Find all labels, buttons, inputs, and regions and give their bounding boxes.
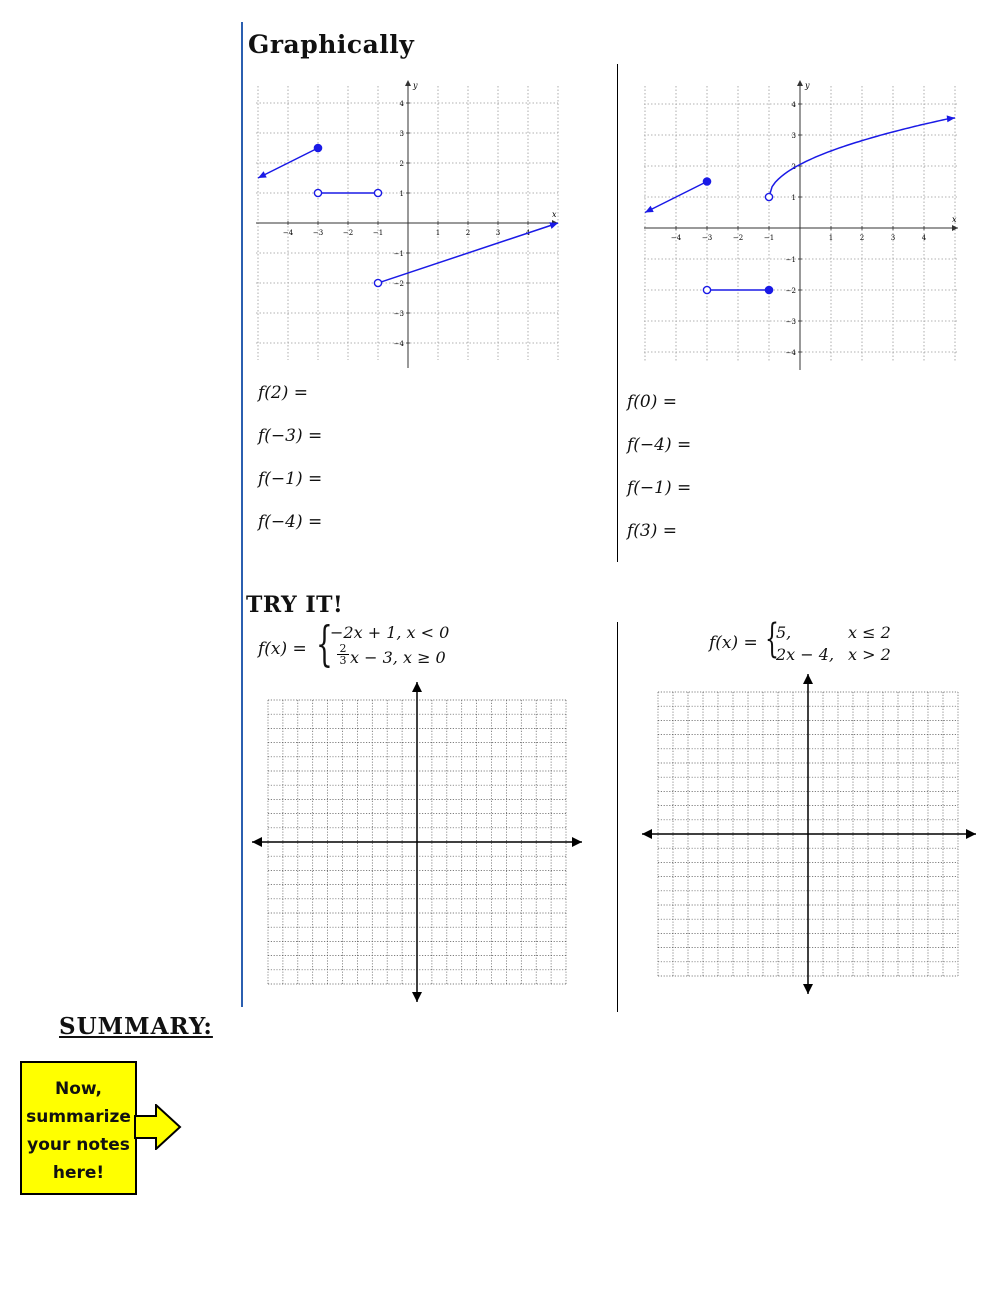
- y-tick-label: 3: [791, 132, 796, 140]
- closed-point: [703, 178, 710, 185]
- x-tick-label: 1: [828, 234, 834, 242]
- question-1-2: f(−3) =: [258, 426, 323, 446]
- left-function-case-1: −2x + 1, x < 0: [330, 623, 450, 642]
- y-tick-label: 2: [399, 160, 404, 168]
- y-tick-label: −2: [785, 287, 796, 295]
- right-function-case-2-expr: 2x − 4,: [776, 645, 835, 664]
- column-divider-top: [617, 64, 618, 562]
- x-tick-label: −3: [312, 229, 324, 237]
- note-line-1: Now,: [55, 1079, 102, 1099]
- curve-arrowhead: [549, 222, 558, 229]
- y-tick-label: 3: [399, 130, 404, 138]
- note-line-2: summarize: [26, 1107, 131, 1127]
- left-function-case-2: x − 3, x ≥ 0: [350, 648, 446, 667]
- graph-2-axes: [644, 80, 958, 370]
- x-tick-label: 3: [495, 229, 501, 237]
- y-tick-label: −3: [785, 318, 796, 326]
- y-tick-label: −4: [393, 340, 404, 348]
- graph-2: [640, 80, 970, 375]
- question-2-1: f(0) =: [627, 392, 678, 412]
- open-point: [374, 189, 381, 196]
- fraction-denominator: 3: [339, 654, 347, 667]
- y-tick-label: −4: [785, 349, 796, 357]
- column-divider-bottom: [617, 622, 618, 1012]
- y-axis-label: y: [413, 81, 418, 90]
- open-point: [314, 189, 321, 196]
- try-it-title: TRY IT!: [246, 592, 344, 618]
- x-tick-label: −4: [282, 229, 294, 237]
- x-tick-label: −1: [763, 234, 775, 242]
- closed-point: [765, 286, 772, 293]
- y-tick-label: 1: [399, 190, 404, 198]
- right-function-lhs: f(x) =: [709, 633, 758, 653]
- right-function-case-1-cond: x ≤ 2: [848, 623, 891, 642]
- graph-1: [250, 80, 570, 370]
- y-axis-arrow-up: [803, 674, 813, 684]
- question-2-2: f(−4) =: [627, 435, 692, 455]
- x-axis-label: x: [552, 210, 557, 219]
- graph-1-axes: [256, 80, 558, 368]
- question-1-3: f(−1) =: [258, 469, 323, 489]
- right-function-brace: {: [765, 616, 779, 662]
- x-tick-label: −2: [732, 234, 744, 242]
- arrow-right-icon: [134, 1104, 184, 1150]
- x-tick-label: 2: [465, 229, 471, 237]
- blank-grid-left-lines: [252, 682, 582, 1002]
- fraction-numerator: 2: [337, 643, 349, 655]
- question-1-4: f(−4) =: [258, 512, 323, 532]
- left-function-brace: {: [316, 616, 333, 672]
- y-tick-label: −1: [393, 250, 404, 258]
- question-2-4: f(3) =: [627, 521, 678, 541]
- y-axis-arrow: [797, 80, 803, 86]
- x-axis-arrow-right: [572, 837, 582, 847]
- open-point: [765, 193, 772, 200]
- x-tick-label: −1: [372, 229, 384, 237]
- y-tick-label: −3: [393, 310, 404, 318]
- x-tick-label: −4: [670, 234, 682, 242]
- x-tick-label: −3: [701, 234, 713, 242]
- question-2-3: f(−1) =: [627, 478, 692, 498]
- x-axis-arrow-left: [642, 829, 652, 839]
- y-tick-label: 1: [791, 194, 796, 202]
- x-tick-label: −2: [342, 229, 354, 237]
- graph-2-tick-labels: [671, 81, 957, 357]
- note-line-3: your notes: [27, 1135, 130, 1155]
- margin-line: [241, 22, 243, 1007]
- y-axis-arrow-up: [412, 682, 422, 692]
- right-function-case-1-expr: 5,: [776, 623, 792, 642]
- question-1-1: f(2) =: [258, 383, 309, 403]
- open-point: [703, 286, 710, 293]
- summary-note-box: [20, 1061, 137, 1195]
- x-tick-label: 2: [859, 234, 865, 242]
- x-axis-label: x: [952, 215, 957, 224]
- blank-grid-left: [250, 680, 586, 1004]
- y-tick-label: 4: [791, 101, 796, 109]
- y-tick-label: 4: [399, 100, 404, 108]
- y-axis-arrow-down: [803, 984, 813, 994]
- x-axis-arrow-right: [966, 829, 976, 839]
- y-tick-label: −1: [785, 256, 796, 264]
- y-tick-label: 2: [791, 163, 796, 171]
- right-function-case-2-cond: x > 2: [848, 645, 891, 664]
- section-title: Graphically: [248, 30, 415, 59]
- x-axis-arrow-left: [252, 837, 262, 847]
- graph-1-tick-labels: [283, 81, 557, 348]
- x-tick-label: 4: [921, 234, 927, 242]
- closed-point: [314, 144, 321, 151]
- x-tick-label: 1: [435, 229, 441, 237]
- curve-arrowhead: [947, 115, 955, 122]
- left-function-lhs: f(x) =: [258, 639, 307, 659]
- summary-title: SUMMARY:: [59, 1013, 213, 1040]
- open-point: [374, 279, 381, 286]
- note-line-4: here!: [52, 1163, 105, 1183]
- y-axis-arrow: [405, 80, 411, 86]
- x-tick-label: 3: [890, 234, 896, 242]
- y-tick-label: −2: [393, 280, 404, 288]
- y-axis-label: y: [805, 81, 810, 90]
- blank-grid-right-lines: [642, 674, 976, 994]
- y-axis-arrow-down: [412, 992, 422, 1002]
- left-function-fraction: [337, 643, 349, 666]
- blank-grid-right: [640, 672, 980, 996]
